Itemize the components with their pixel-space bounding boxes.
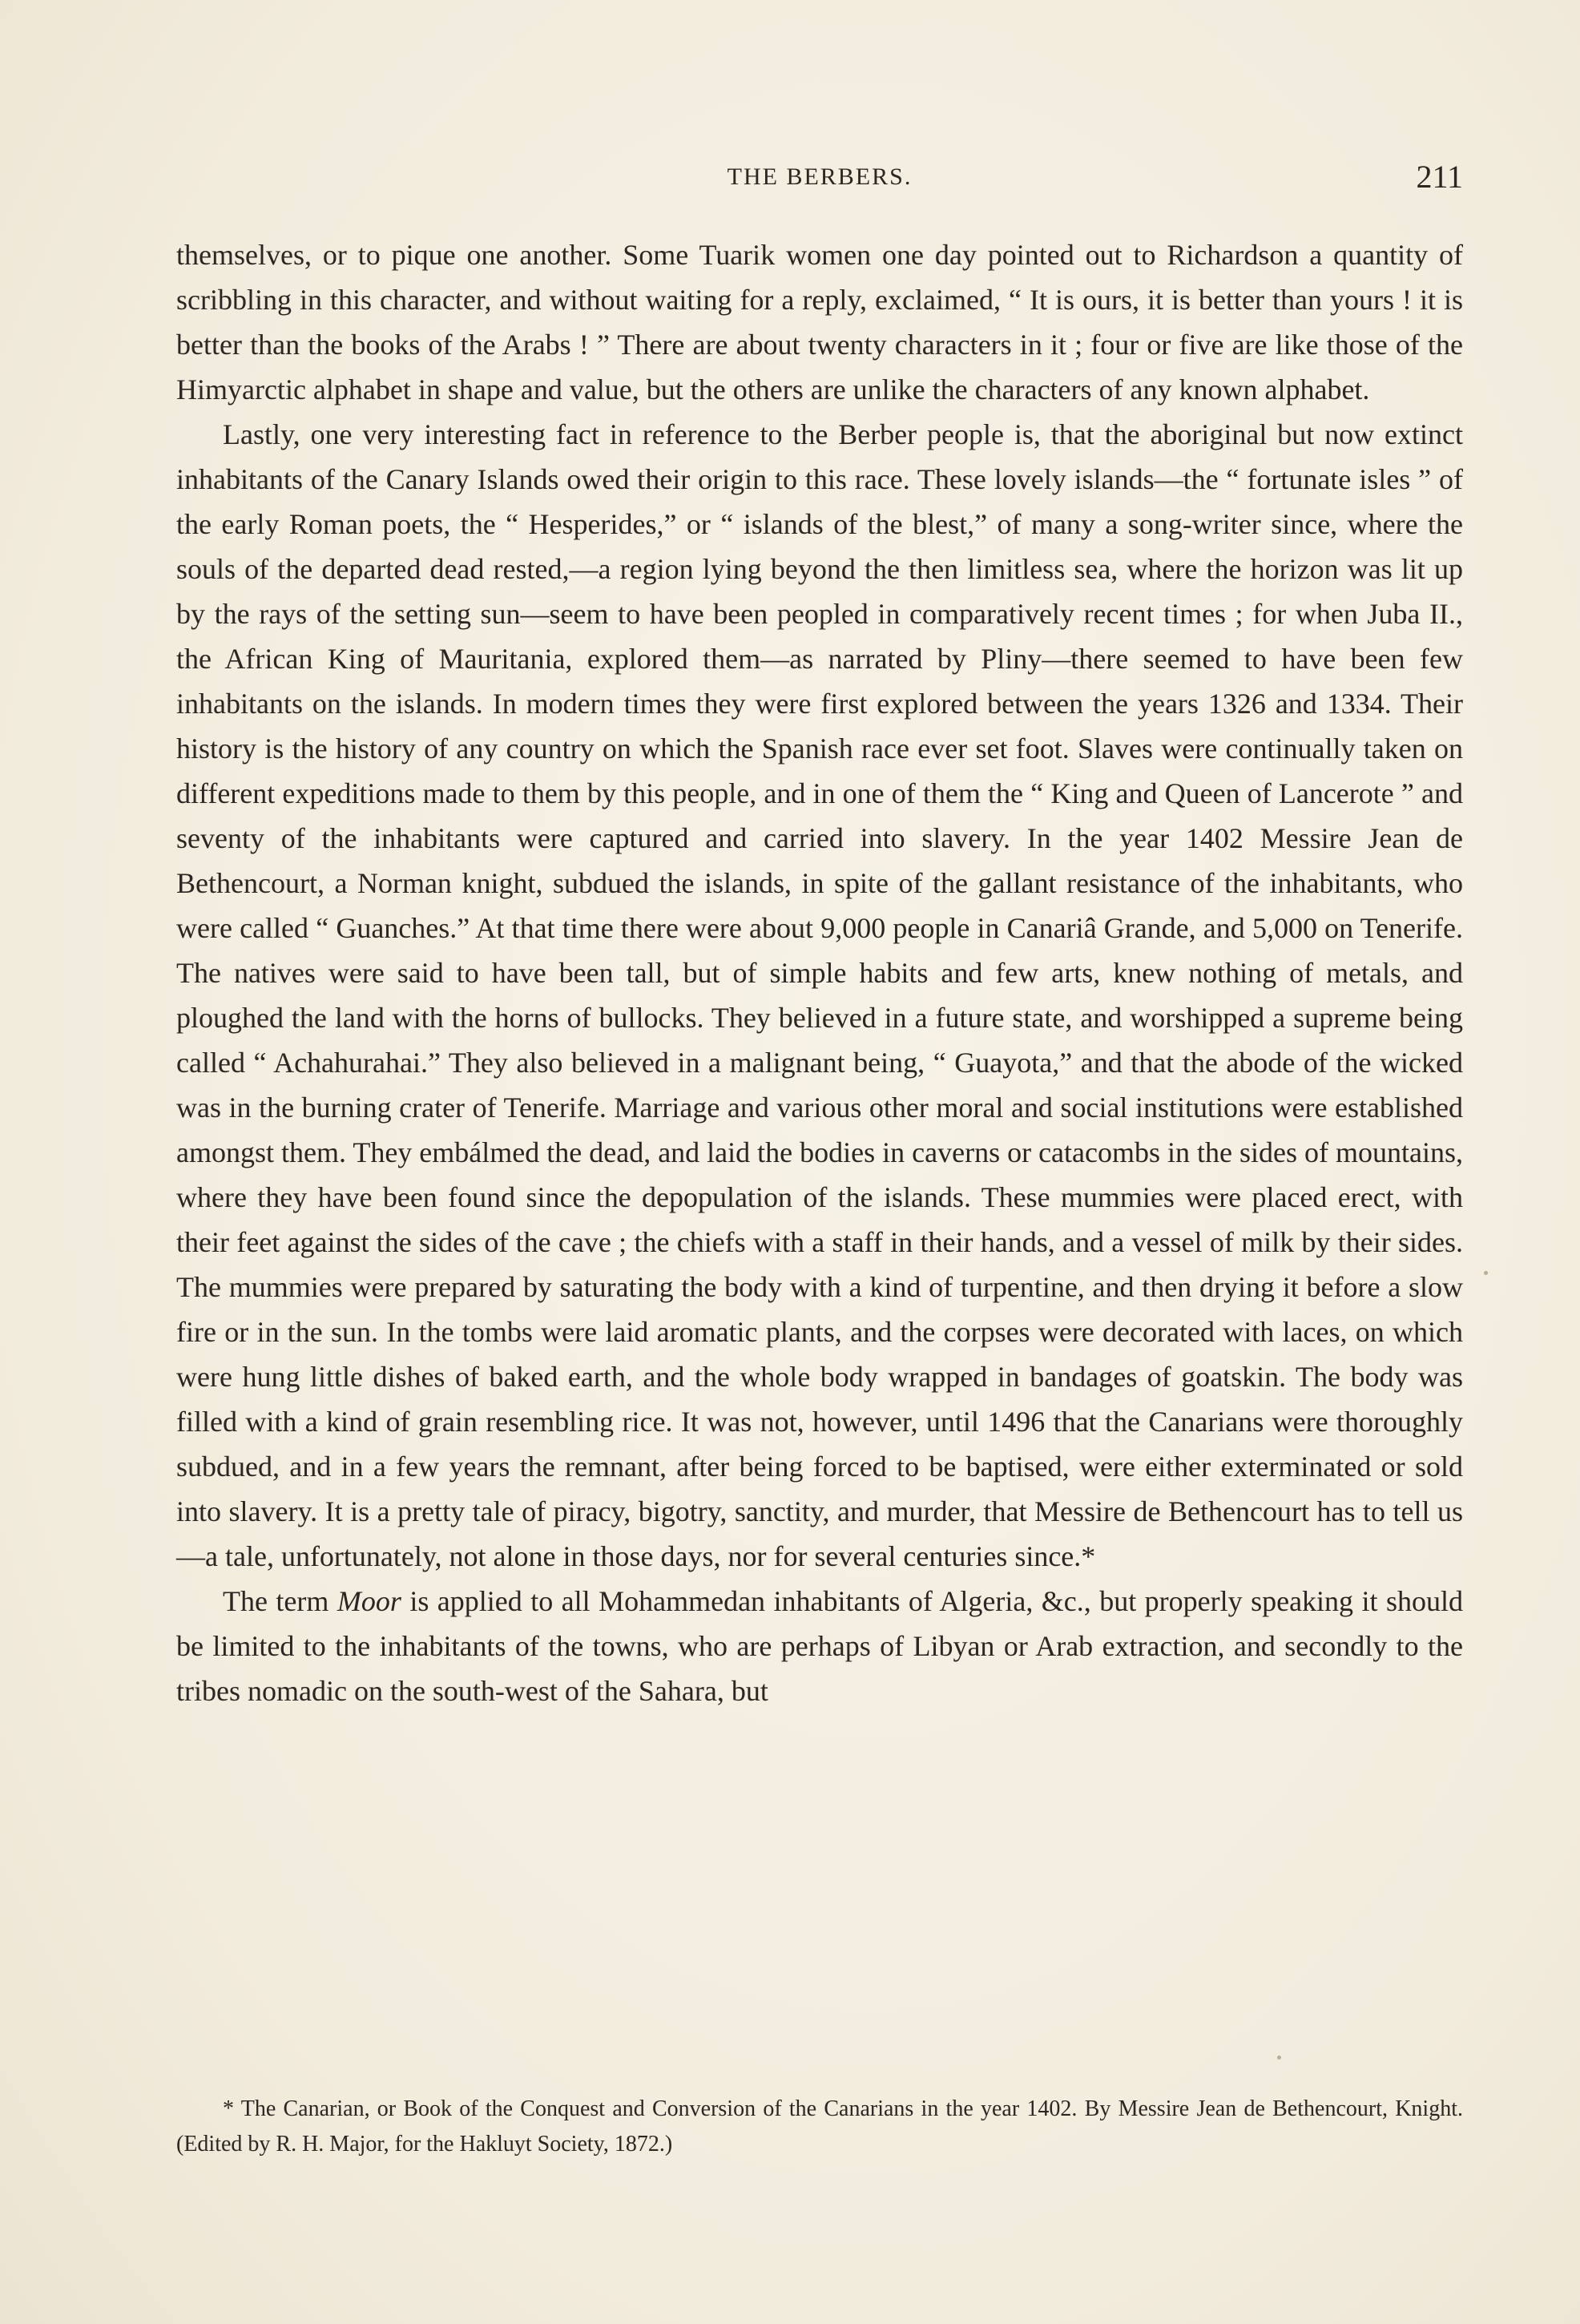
paragraph-3 (176, 1579, 1463, 1713)
paragraph-3-lead: The term (223, 1585, 337, 1617)
paper-speck (1277, 2056, 1281, 2060)
footnote (176, 2092, 1463, 2162)
running-head: THE BERBERS. (727, 163, 913, 190)
body-text (176, 232, 1463, 1713)
paragraph-2: Lastly, one very interesting fact in reference to the Berber people is, that the aboriginal but now extinct inhabitants of the Canary Islands owed their origin to this race. These lovely islands—the “ fortunate isles ” of the early Roman poets, the “ Hesperides,” or “ islands of the blest,” of many a song-writer since, where the souls of the departed dead rested,—a region lying beyond the then limitless sea, where the horizon was lit up by the rays of the setting sun—seem to have been peopled in comparatively recent times ; for when Juba II., the African King of Mauritania, explored them—as narrated by Pliny—there seemed to have been few inhabitants on the islands. In modern times they were first explored between the years 1326 and 1334. Their history is the history of any country on which the Spanish race ever set foot. Slaves were continually taken on different expeditions made to them by this people, and in one of them the “ King and Queen of Lancerote ” and seventy of the inhabitants were captured and carried into slavery. In the year 1402 Messire Jean de Bethencourt, a Norman knight, subdued the islands, in spite of the gallant resistance of the inhabitants, who were called “ Guanches.” At that time there were about 9,000 people in Canariâ Grande, and 5,000 on Tenerife. The natives were said to have been tall, but of simple habits and few arts, knew nothing of metals, and ploughed the land with the horns of bullocks. They believed in a future state, and worshipped a supreme being called “ Achahurahai.” They also believed in a malignant being, “ Guayota,” and that the abode of the wicked was in the burning crater of Tenerife. Marriage and various other moral and social institutions were established amongst them. They embálmed the dead, and laid the bodies in caverns or catacombs in the sides of mountains, where they have been found since the depopulation of the islands. These mummies were placed erect, with their feet against the sides of the cave ; the chiefs with a staff in their hands, and a vessel of milk by their sides. The mummies were prepared by saturating the body with a kind of turpentine, and then drying it before a slow fire or in the sun. In the tombs were laid aromatic plants, and the corpses were decorated with laces, on which were hung little dishes of baked earth, and the whole body wrapped in bandages of goatskin. The body was filled with a kind of grain resembling rice. It was not, however, until 1496 that the Canarians were thoroughly subdued, and in a few years the remnant, after being forced to be baptised, were either exterminated or sold into slavery. It is a pretty tale of piracy, bigotry, sanctity, and murder, that Messire de Bethencourt has to tell us—a tale, unfortunately, not alone in those days, nor for several centuries since.* (176, 418, 1463, 1572)
paragraph-1: themselves, or to pique one another. Some Tuarik women one day pointed out to Richardson a quantity of scribbling in this character, and without waiting for a reply, exclaimed, “ It is ours, it is better than yours ! it is better than the books of the Arabs ! ” There are about twenty characters in it ; four or five are like those of the Himyarctic alphabet in shape and value, but the others are unlike the characters of any known alphabet. (176, 239, 1463, 405)
page-number: 211 (1416, 159, 1463, 195)
paragraph-3-rest: is applied to all Mohammedan inhabitants of Algeria, &c., but properly speaking it should be limited to the inhabitants of the towns, who are perhaps of Libyan or Arab extraction, and secondly to the tribes nomadic on the south-west of the Sahara, but (176, 1585, 1463, 1707)
footnote-text: * The Canarian, or Book of the Conquest and Conversion of the Canarians in the year 1402. By Messire Jean de Bethencourt, Knight. (Edited by R. H. Major, for the Hakluyt Society, 1872.) (176, 2096, 1463, 2157)
page-header (176, 157, 1463, 197)
paper-speck (1484, 1271, 1488, 1275)
italic-term-moor: Moor (337, 1585, 401, 1617)
